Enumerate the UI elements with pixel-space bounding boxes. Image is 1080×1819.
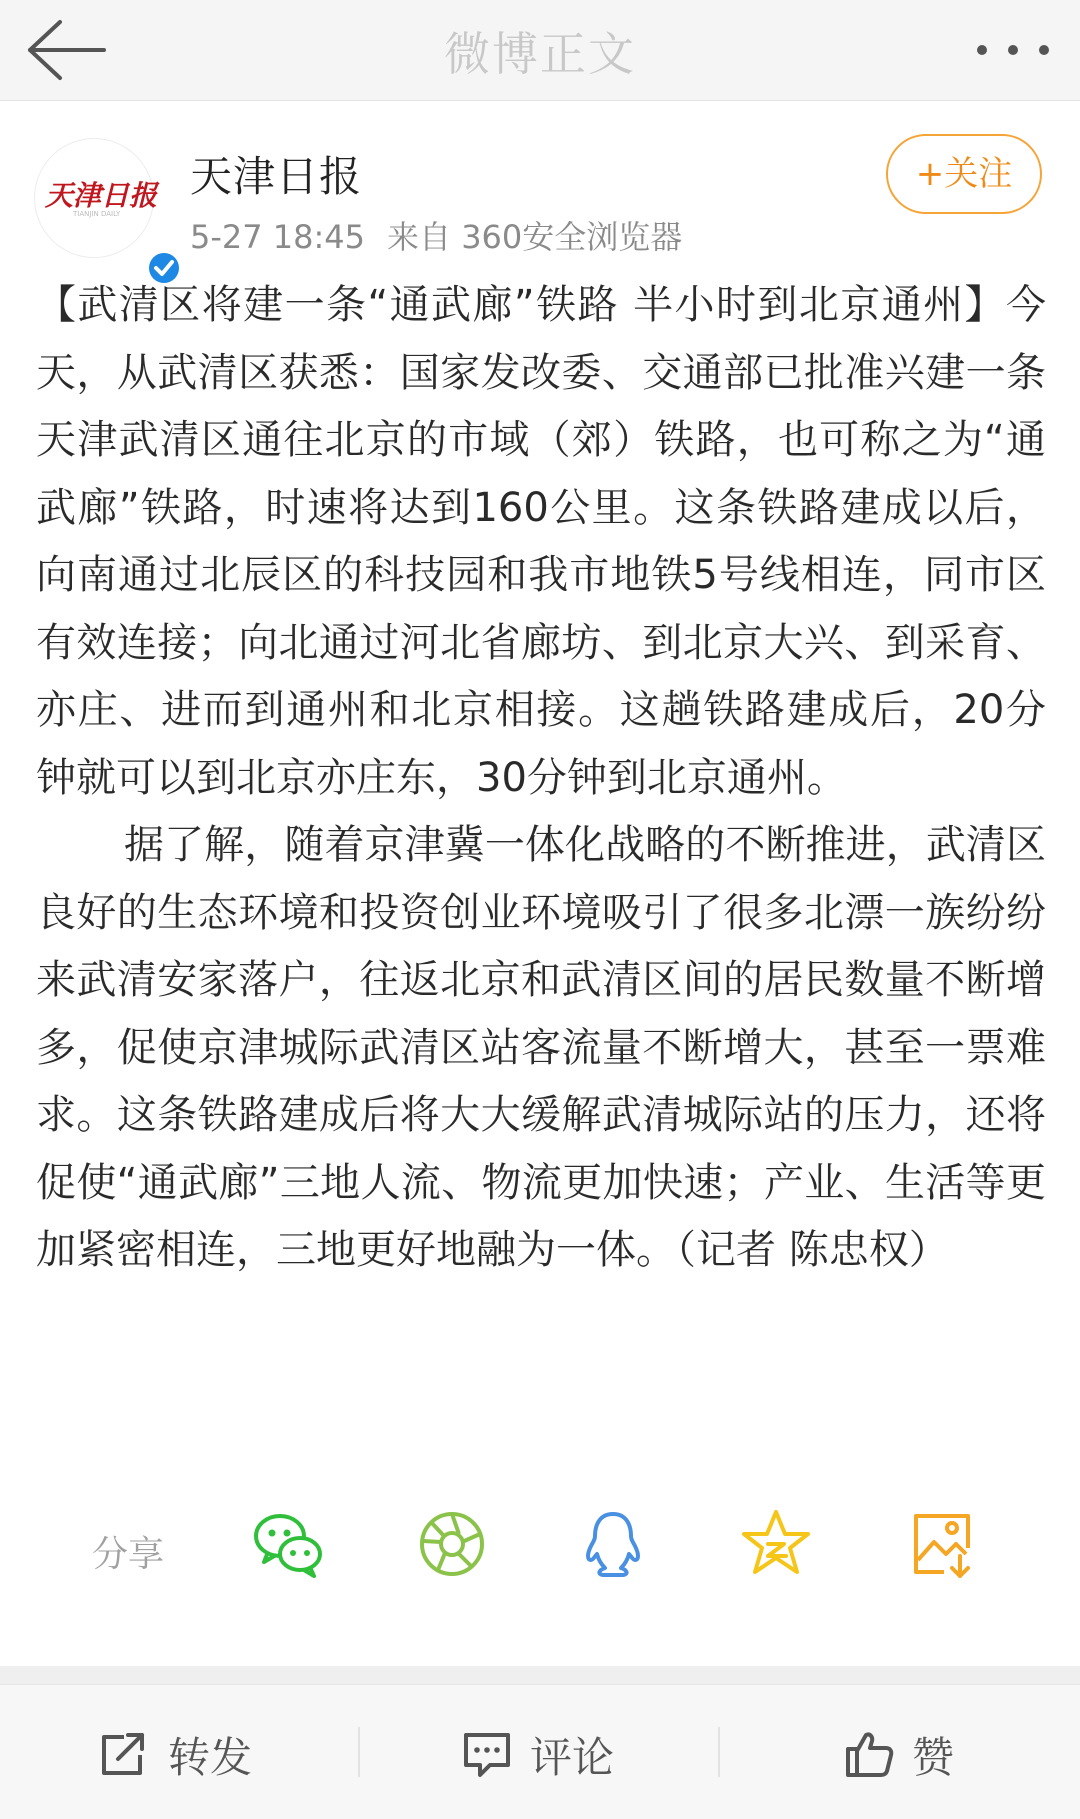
- bottom-action-bar: [0, 1684, 1080, 1819]
- follow-button[interactable]: +关注: [886, 134, 1042, 214]
- like-label: 赞: [912, 1733, 955, 1782]
- share-label: 分享: [92, 1534, 165, 1575]
- qzone-share-button[interactable]: [738, 1506, 814, 1582]
- newspaper-logo: [43, 169, 158, 219]
- post-meta: [190, 212, 704, 258]
- section-divider: [0, 1666, 1080, 1684]
- article-paragraph-2: 据了解，随着京津冀一体化战略的不断推进，武清区良好的生态环境和投资创业环境吸引了很多北漂一族纷纷来武清安家落户，往返北京和武清区间的居民数量不断增多，促使京津城际武清区站客流量不断增大，甚至一票难求。这条铁路建成后将大大缓解武清城际站的压力，还将促使“通武廊”三地人流、物流更加快速；产业、生活等更加紧密相连，三地更好地融为一体。（记者 陈忠权）: [36, 822, 1046, 1273]
- save-image-button[interactable]: [904, 1506, 980, 1582]
- comment-icon: [462, 1729, 512, 1779]
- avatar[interactable]: [34, 138, 158, 258]
- repost-label: 转发: [168, 1733, 253, 1782]
- page-title: 微博正文: [444, 27, 636, 81]
- like-button[interactable]: [720, 1685, 1079, 1819]
- author-name[interactable]: 天津日报: [190, 152, 363, 201]
- repost-button[interactable]: [0, 1685, 359, 1819]
- author-header: [0, 100, 1080, 270]
- top-nav-bar: [0, 0, 1080, 101]
- comment-button[interactable]: [360, 1685, 719, 1819]
- post-source: 来自 360安全浏览器: [387, 218, 683, 256]
- svg-text:天津日报: 天津日报: [45, 179, 158, 212]
- wechat-icon: [250, 1506, 326, 1582]
- post-time: 5-27 18:45: [190, 218, 366, 256]
- moments-share-button[interactable]: [414, 1506, 490, 1582]
- post-body: [36, 272, 1046, 1285]
- repost-icon: [98, 1729, 148, 1779]
- article-paragraph-1: 【武清区将建一条“通武廊”铁路 半小时到北京通州】今天，从武清区获悉：国家发改委、交通部已批准兴建一条天津武清区通往北京的市域（郊）铁路，也可称之为“通武廊”铁路，时速将达到160公里。这条铁路建成以后，向南通过北辰区的科技园和我市地铁5号线相连，同市区有效连接；向北通过河北省廊坊、到北京大兴、到采育、亦庄、进而到通州和北京相接。这趟铁路建成后，20分钟就可以到北京亦庄东，30分钟到北京通州。: [36, 282, 1046, 801]
- more-dots-icon: [968, 28, 1058, 72]
- svg-text:TIANJIN DAILY: TIANJIN DAILY: [73, 210, 121, 218]
- wechat-share-button[interactable]: [250, 1506, 326, 1582]
- comment-label: 评论: [530, 1733, 615, 1782]
- qzone-icon: [738, 1506, 814, 1582]
- more-options-button[interactable]: [968, 28, 1058, 72]
- thumbs-up-icon: [844, 1729, 894, 1779]
- qq-share-button[interactable]: [575, 1506, 651, 1582]
- share-row: [0, 1500, 1080, 1590]
- qq-icon: [575, 1506, 651, 1582]
- moments-icon: [414, 1506, 490, 1582]
- save-image-icon: [904, 1506, 980, 1582]
